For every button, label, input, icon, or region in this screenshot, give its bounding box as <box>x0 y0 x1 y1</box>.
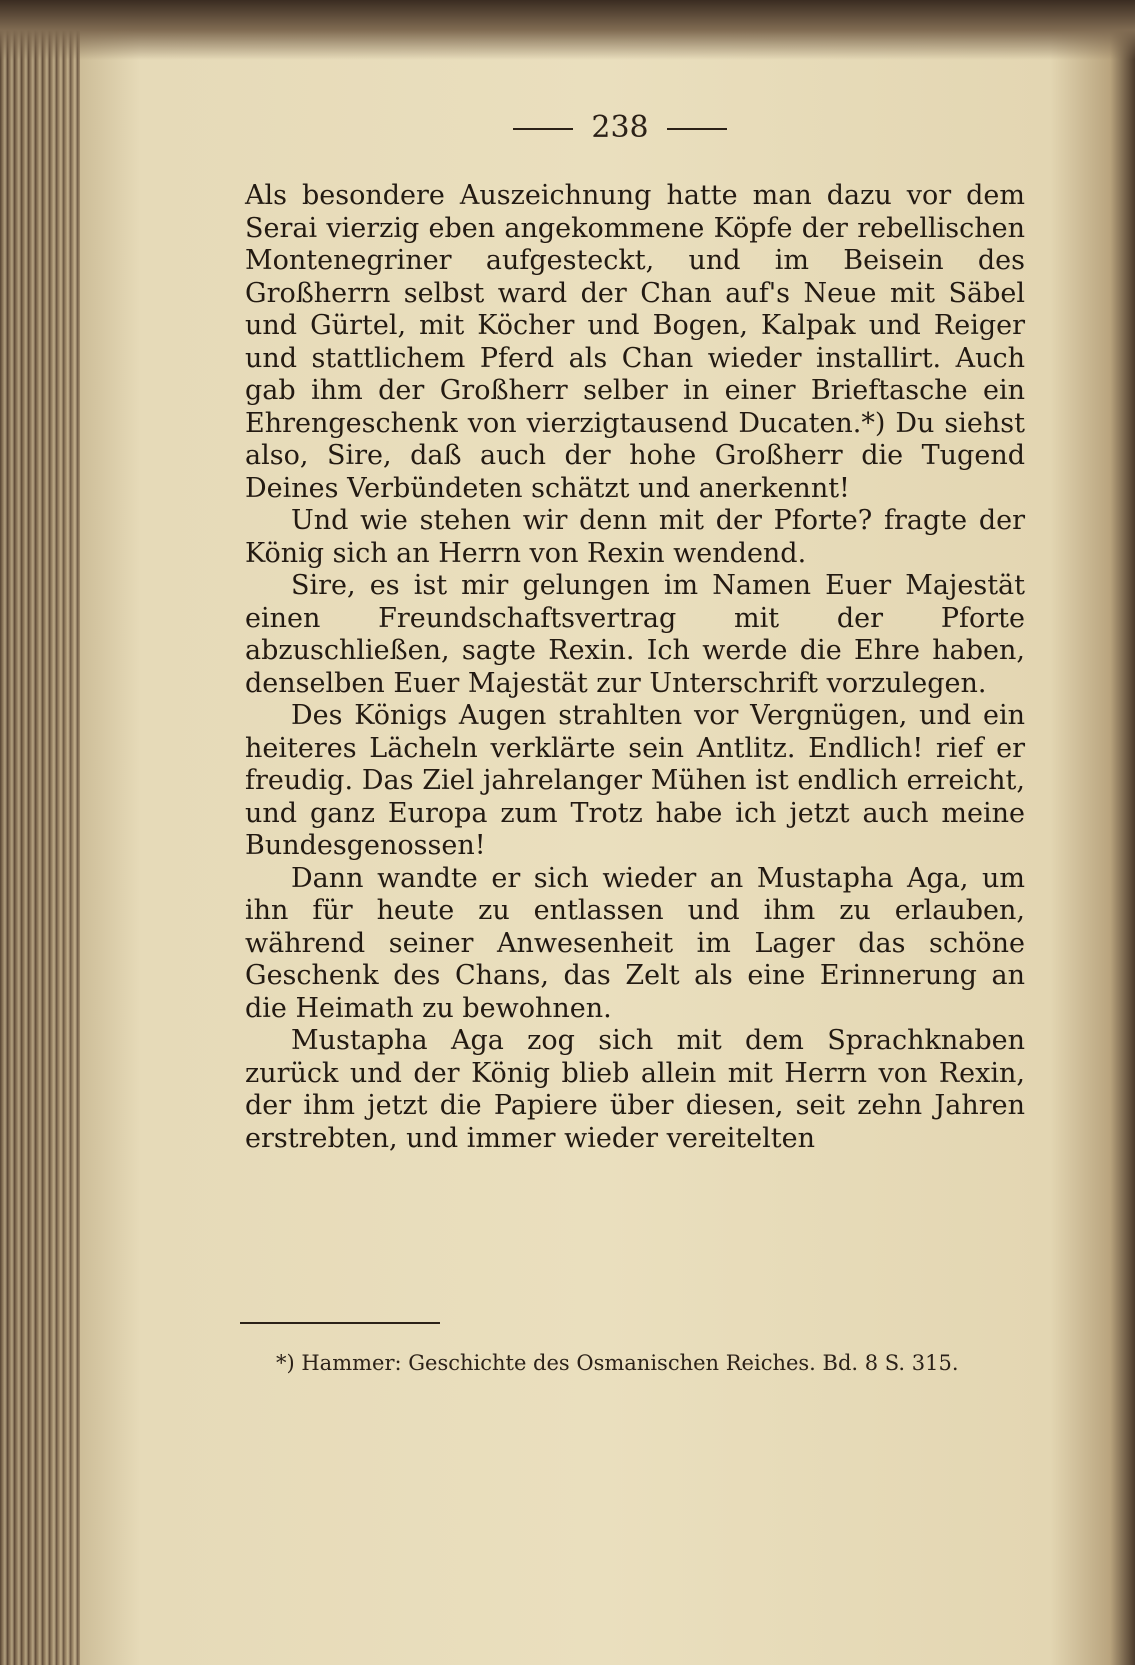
paragraph: Des Königs Augen strahlten vor Vergnügen, und ein heiteres Lächeln verklärte sein Antlitz. Endlich! rief er freudig. Das Ziel jahrelanger Mühen ist endlich erreicht, und ganz Europa zum Trotz habe ich jetzt auch meine Bundesgenossen! <box>245 700 1025 861</box>
paragraph: Und wie stehen wir denn mit der Pforte? fragte der König sich an Herrn von Rexin wendend. <box>245 505 1025 569</box>
header-dash-left <box>513 128 573 130</box>
body-text <box>245 180 1025 1155</box>
footnote: *) Hammer: Geschichte des Osmanischen Reiches. Bd. 8 S. 315. <box>276 1351 959 1375</box>
header-dash-right <box>667 128 727 130</box>
page-header <box>200 110 1040 150</box>
paragraph: Mustapha Aga zog sich mit dem Sprachknaben zurück und der König blieb allein mit Herrn von Rexin, der ihm jetzt die Papiere über diesen, seit zehn Jahren erstrebten, und immer wieder vereitelten <box>245 1025 1025 1154</box>
footnote-rule <box>240 1322 440 1324</box>
book-top-edge <box>0 0 1135 60</box>
page-number: 238 <box>591 110 649 145</box>
paragraph: Sire, es ist mir gelungen im Namen Euer Majestät einen Freundschaftsvertrag mit der Pforte abzuschließen, sagte Rexin. Ich werde die Ehre haben, denselben Euer Majestät zur Unterschrift vorzulegen. <box>245 570 1025 699</box>
book-page <box>200 100 1040 1580</box>
page-stack-edge <box>0 0 80 1665</box>
paragraph: Dann wandte er sich wieder an Mustapha Aga, um ihn für heute zu entlassen und ihm zu erlauben, während seiner Anwesenheit im Lager das schöne Geschenk des Chans, das Zelt als eine Erinnerung an die Heimath zu bewohnen. <box>245 862 1025 1024</box>
paragraph: Als besondere Auszeichnung hatte man dazu vor dem Serai vierzig eben angekommene Köpfe der rebellischen Montenegriner aufgesteckt, und im Beisein des Großherrn selbst ward der Chan auf's Neue mit Säbel und Gürtel, mit Köcher und Bogen, Kalpak und Reiger und stattlichem Pferd als Chan wieder installirt. Auch gab ihm der Großherr selber in einer Brieftasche ein Ehrengeschenk von vierzigtausend Ducaten.*) Du siehst also, Sire, daß auch der hohe Großherr die Tugend Deines Verbündeten schätzt und anerkennt! <box>245 180 1025 504</box>
